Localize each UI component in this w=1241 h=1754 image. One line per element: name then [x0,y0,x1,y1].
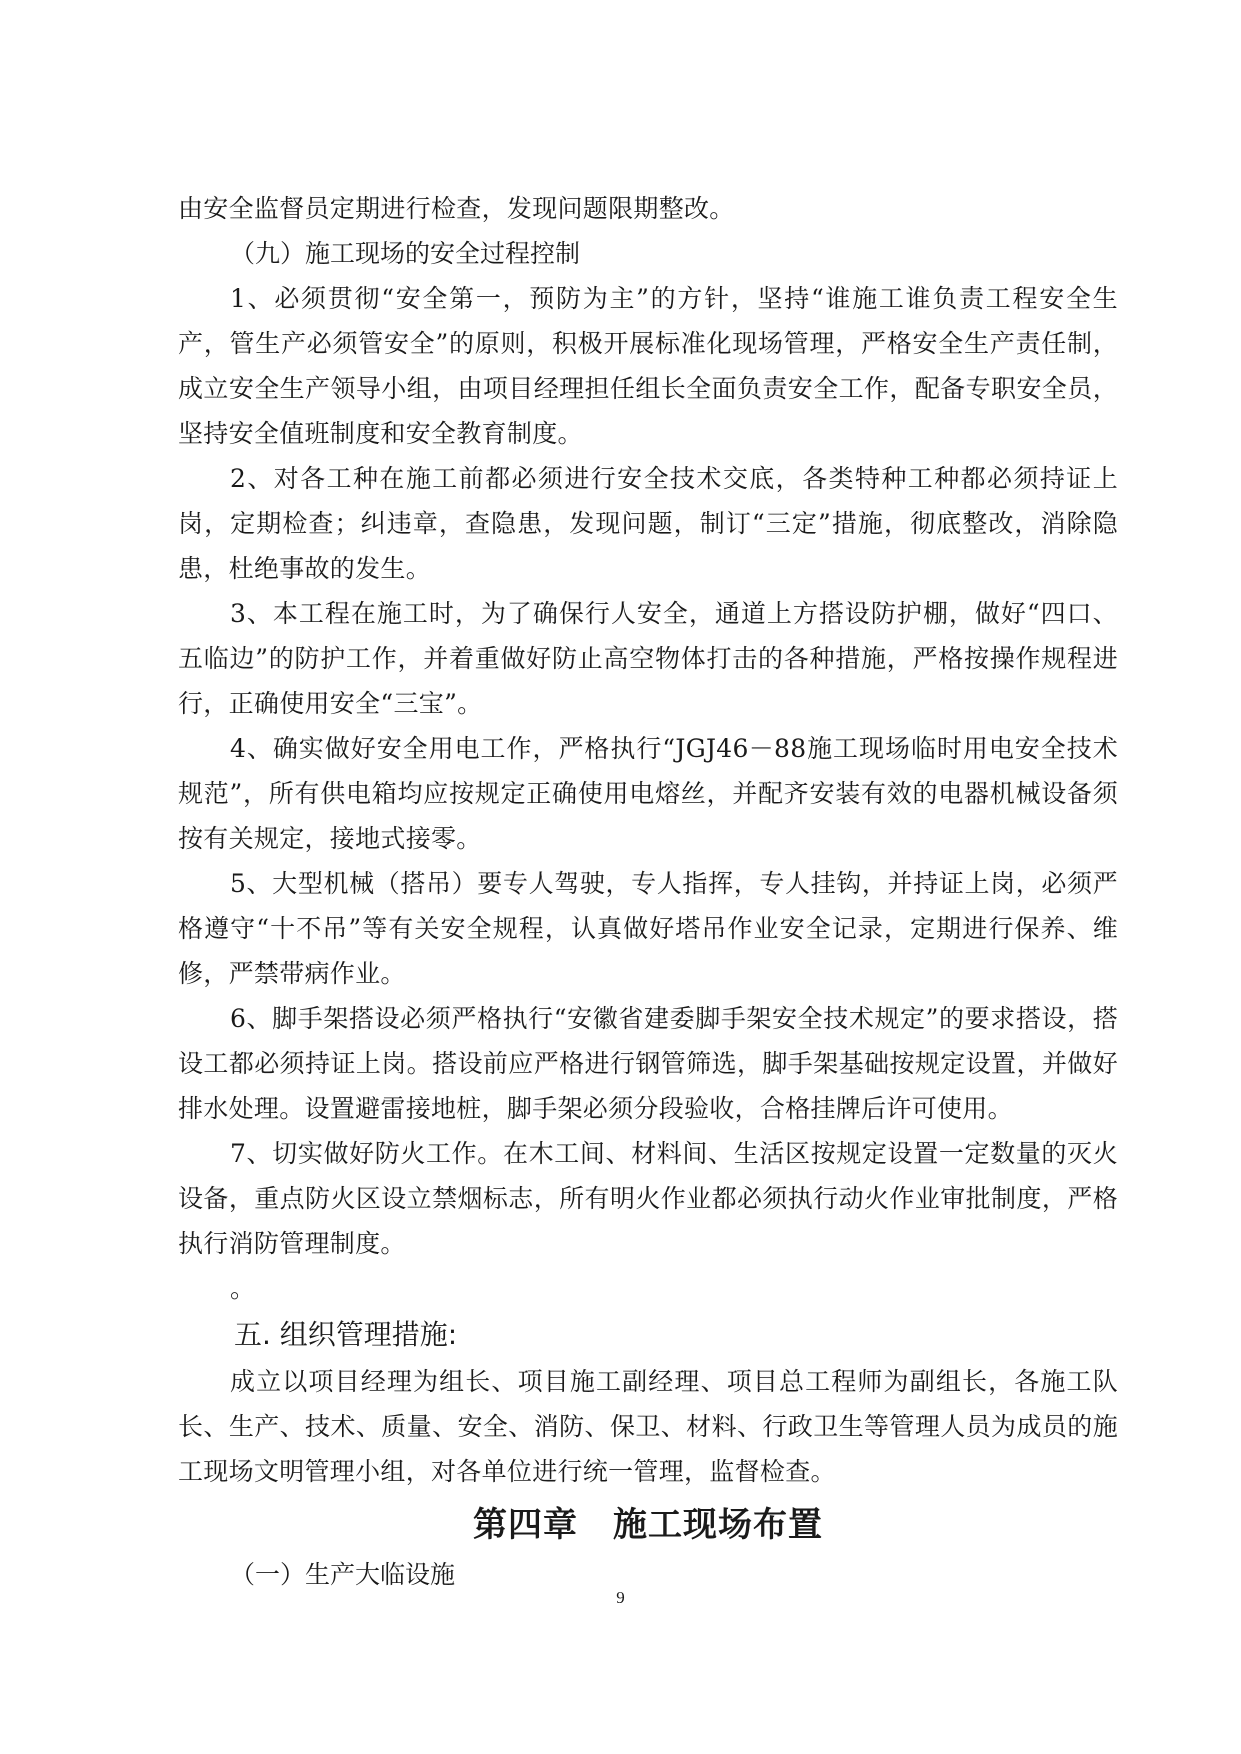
stray-punctuation: 。 [230,1274,256,1303]
subsection-heading-9: （九）施工现场的安全过程控制 [230,239,581,268]
chapter-heading-4: 第四章 施工现场布置 [473,1505,823,1545]
paragraph-item-7: 7、切实做好防火工作。在木工间、材料间、生活区按规定设置一定数量的灭火设备，重点防火区设立禁烟标志，所有明火作业都必须执行动火作业审批制度，严格执行消防管理制度。 [178,1139,1118,1258]
paragraph-item-3: 3、本工程在施工时，为了确保行人安全，通道上方搭设防护棚，做好“四口、五临边”的防护工作，并着重做好防止高空物体打击的各种措施，严格按操作规程进行，正确使用安全“三宝”。 [178,599,1118,718]
paragraph-item-2: 2、对各工种在施工前都必须进行安全技术交底，各类特种工种都必须持证上岗，定期检查；纠违章，查隐患，发现问题，制订“三定”措施，彻底整改，消除隐患，杜绝事故的发生。 [178,464,1118,583]
page-number: 9 [616,1588,625,1607]
section-heading-5: 五. 组织管理措施: [234,1318,458,1351]
paragraph-intro: 由安全监督员定期进行检查，发现问题限期整改。 [178,194,735,223]
paragraph-item-4: 4、确实做好安全用电工作，严格执行“JGJ46－88施工现场临时用电安全技术规范”，所有供电箱均应按规定正确使用电熔丝，并配齐安装有效的电器机械设备须按有关规定，接地式接零。 [178,734,1118,853]
paragraph-item-5: 5、大型机械（搭吊）要专人驾驶，专人指挥，专人挂钩，并持证上岗，必须严格遵守“十不吊”等有关安全规程，认真做好塔吊作业安全记录，定期进行保养、维修，严禁带病作业。 [178,869,1118,988]
subsection-heading-1: （一）生产大临设施 [230,1560,456,1589]
paragraph-item-1: 1、必须贯彻“安全第一，预防为主”的方针，坚持“谁施工谁负责工程安全生产，管生产必须管安全”的原则，积极开展标准化现场管理，严格安全生产责任制，成立安全生产领导小组，由项目经理担任组长全面负责安全工作，配备专职安全员，坚持安全值班制度和安全教育制度。 [178,284,1118,448]
paragraph-item-6: 6、脚手架搭设必须严格执行“安徽省建委脚手架安全技术规定”的要求搭设，搭设工都必须持证上岗。搭设前应严格进行钢管筛选，脚手架基础按规定设置，并做好排水处理。设置避雷接地桩，脚手架必须分段验收，合格挂牌后许可使用。 [178,1004,1118,1123]
page-body [178,186,1118,1597]
paragraph-section-5: 成立以项目经理为组长、项目施工副经理、项目总工程师为副组长，各施工队长、生产、技术、质量、安全、消防、保卫、材料、行政卫生等管理人员为成员的施工现场文明管理小组，对各单位进行统一管理，监督检查。 [178,1367,1118,1486]
